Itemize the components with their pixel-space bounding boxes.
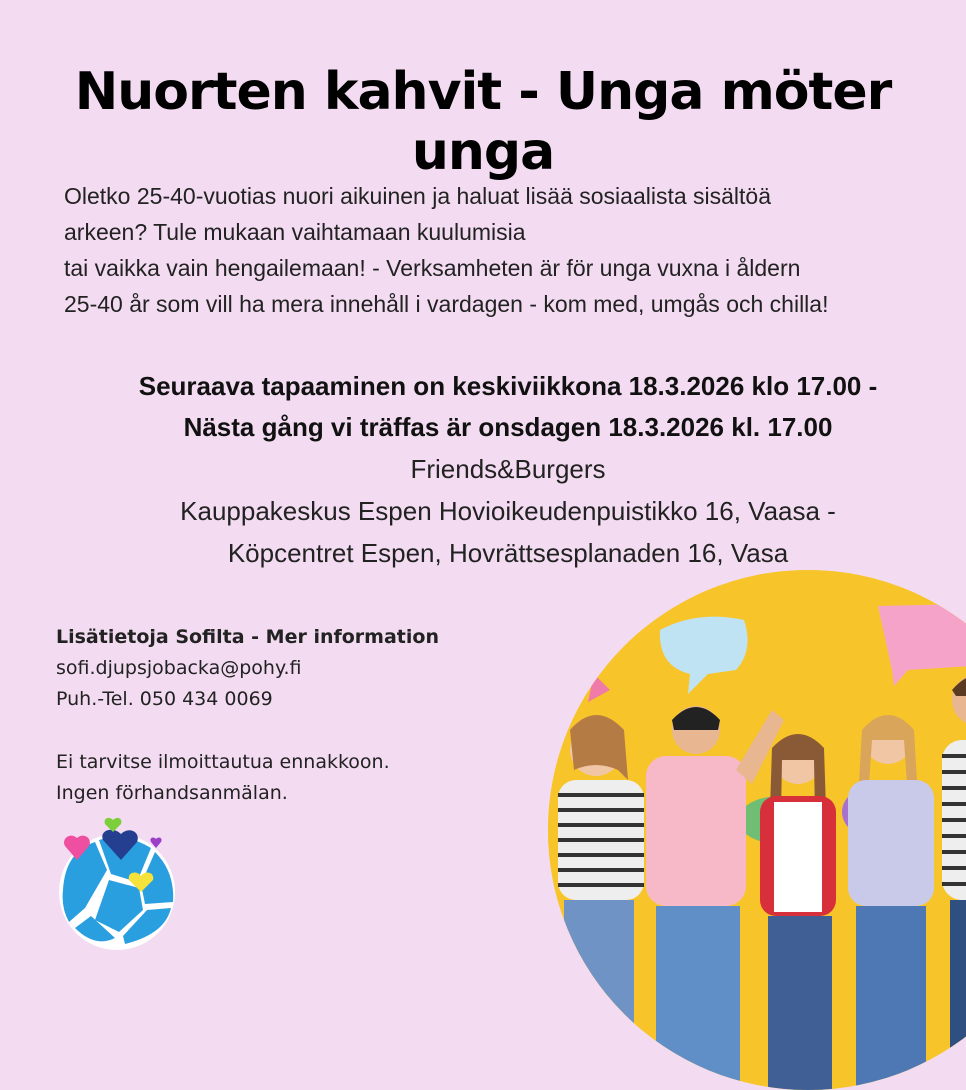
registration-note-sv: Ingen förhandsanmälan.	[56, 782, 288, 804]
contact-info	[56, 622, 536, 809]
next-meeting-fi: Seuraava tapaaminen on keskiviikkona 18.3.2026 klo 17.00 -	[138, 371, 878, 401]
intro-line: 25-40 år som vill ha mera innehåll i vardagen - kom med, umgås och chilla!	[64, 291, 829, 317]
venue-name: Friends&Burgers	[410, 454, 606, 484]
intro-text	[64, 178, 964, 322]
contact-email[interactable]: sofi.djupsjobacka@pohy.fi	[56, 657, 302, 679]
contact-phone[interactable]: Puh.-Tel. 050 434 0069	[56, 688, 273, 710]
registration-note-fi: Ei tarvitse ilmoittautua ennakkoon.	[56, 751, 390, 773]
address-sv: Köpcentret Espen, Hovrättsesplanaden 16, Vasa	[227, 538, 789, 568]
people-photo	[548, 570, 966, 1090]
address-fi: Kauppakeskus Espen Hovioikeudenpuistikko 16, Vaasa -	[180, 496, 836, 526]
contact-heading: Lisätietoja Sofilta - Mer information	[56, 626, 439, 648]
organization-logo	[55, 812, 183, 952]
intro-line: Oletko 25-40-vuotias nuori aikuinen ja haluat lisää sosiaalista sisältöä	[64, 183, 772, 209]
page-title: Nuorten kahvit - Unga möter unga	[74, 62, 892, 182]
next-meeting-sv: Nästa gång vi träffas är onsdagen 18.3.2026 kl. 17.00	[183, 412, 833, 442]
intro-line: tai vaikka vain hengailemaan! - Verksamheten är för unga vuxna i åldern	[64, 255, 801, 281]
intro-line: arkeen? Tule mukaan vaihtamaan kuulumisia	[64, 219, 526, 245]
event-info	[50, 366, 966, 574]
